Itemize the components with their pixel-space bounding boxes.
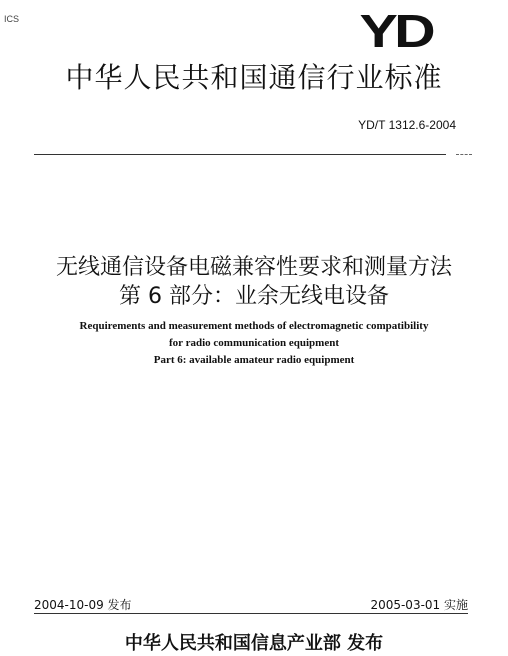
title-en-line3: Part 6: available amateur radio equipment <box>153 354 355 366</box>
header-rule <box>34 154 446 155</box>
title-en-line1: Requirements and measurement methods of electromagnetic compatibility <box>79 320 429 332</box>
title-zh-line2: 第 6 部分：业余无线电设备 <box>119 284 389 309</box>
footer-rule <box>34 613 468 614</box>
implementation-date: 2005-03-01 实施 <box>370 598 468 612</box>
issuer: 中华人民共和国信息产业部 发布 <box>124 633 384 654</box>
standard-number: YD/T 1312.6-2004 <box>358 118 456 132</box>
standard-title: 中华人民共和国通信行业标准 <box>65 61 443 94</box>
ics-code: ICS <box>4 14 20 24</box>
title-en-line2: for radio communication equipment <box>169 337 339 349</box>
header-rule-dash <box>456 154 472 156</box>
yd-logo: YD <box>359 5 432 57</box>
issue-date: 2004-10-09 发布 <box>34 598 132 612</box>
title-zh-line1: 无线通信设备电磁兼容性要求和测量方法 <box>55 255 452 280</box>
